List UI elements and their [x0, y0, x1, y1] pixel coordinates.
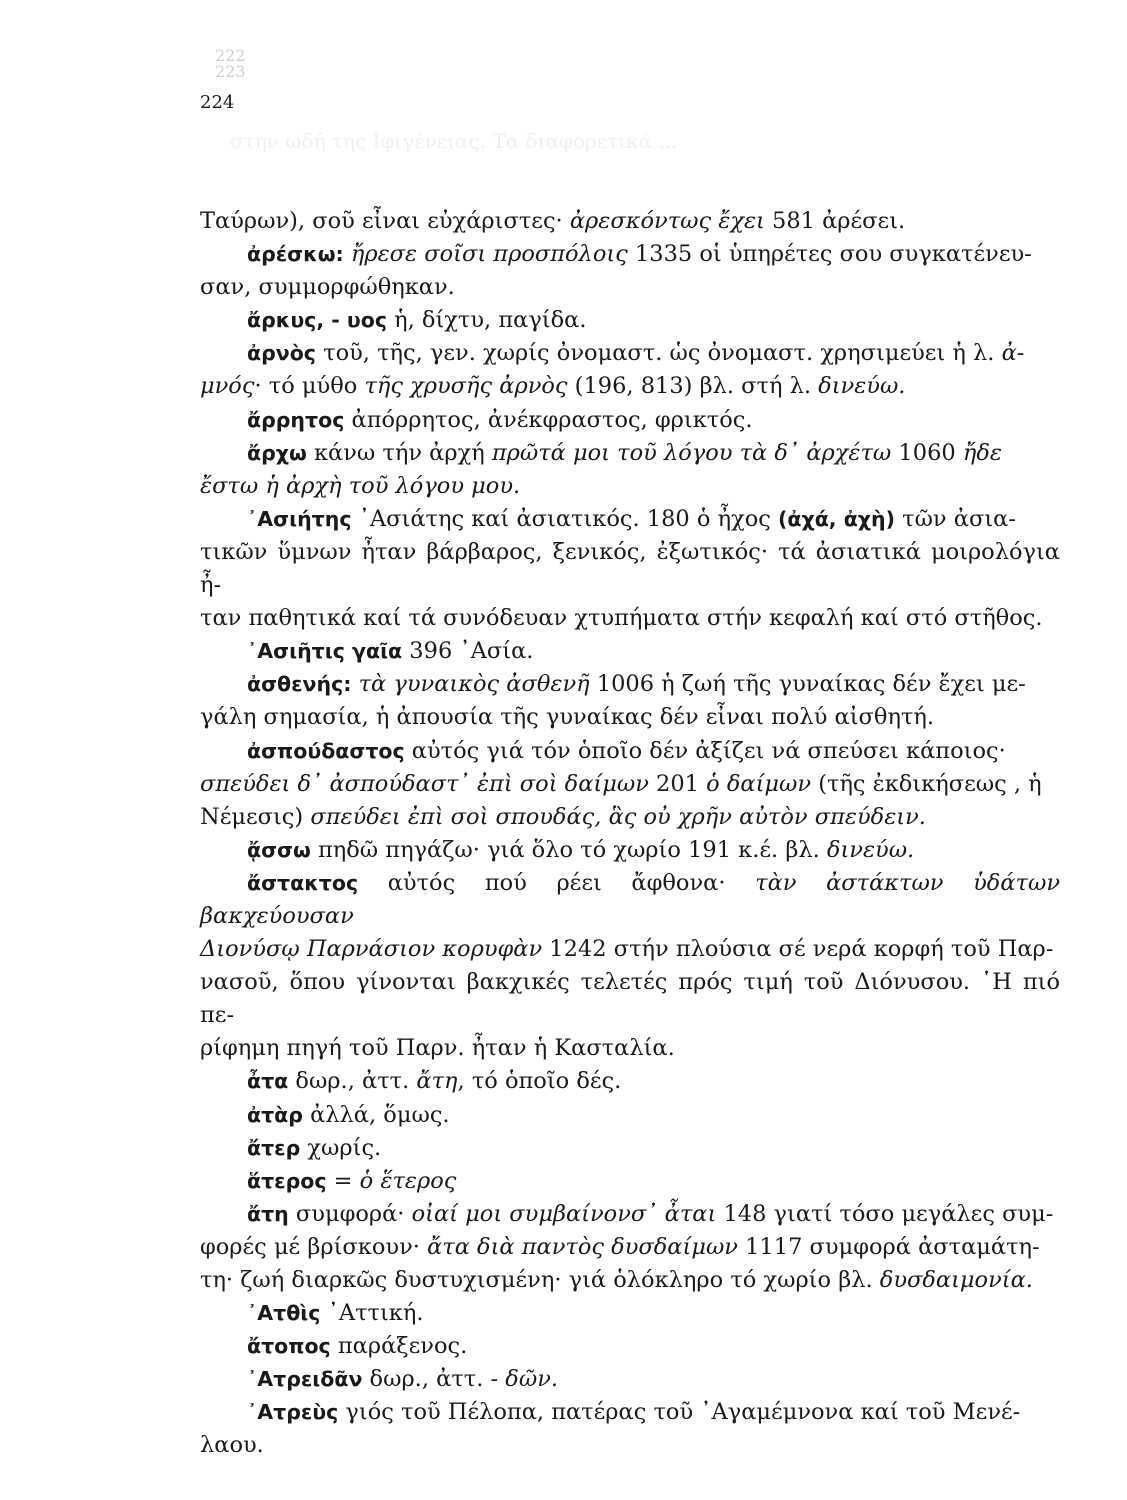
glossary-continuation-line: [200, 470, 1060, 503]
glossary-entry-line: [200, 437, 1060, 470]
glossary-entry-line: [200, 337, 1060, 370]
definition-text: [351, 671, 358, 697]
definition-text: 148 γιατί τόσο μεγάλες συμ-: [716, 1200, 1054, 1227]
definition-text: τη· ζωή διαρκῶς δυστυχισμένη· γιά ὁλόκληρο τό χωρίο βλ.: [200, 1267, 880, 1293]
definition-text: τῶν ἀσια-: [894, 505, 1016, 532]
glossary-entry-line: [200, 1330, 1060, 1363]
quoted-phrase: ἄτα διὰ παντὸς δυσδαίμων: [427, 1233, 738, 1260]
glossary-entry-line: [200, 1297, 1060, 1330]
glossary-continuation-line: [200, 1264, 1060, 1297]
quoted-phrase: τὰν ἀστάκτων ὑδάτων βακχεύουσαν: [200, 869, 1060, 929]
definition-text: (τῆς ἐκδικήσεως , ἡ: [811, 770, 1042, 797]
quoted-phrase: δινεύω.: [818, 373, 906, 400]
lemma-headword: ἄτοπος: [247, 1334, 331, 1359]
lemma-headword: ᾽Ατρειδᾶν: [247, 1367, 363, 1392]
definition-text: γιός τοῦ Πέλοπα, πατέρας τοῦ ᾽Αγαμέμνονα καί τοῦ Μενέ-: [338, 1399, 1021, 1426]
definition-text: δωρ., ἀττ.: [288, 1068, 417, 1095]
definition-text: =: [326, 1167, 360, 1194]
definition-text: τοῦ, τῆς, γεν. χωρίς ὀνομαστ. ὡς ὀνομαστ. χρησιμεύει ἡ λ.: [315, 340, 1002, 367]
definition-text: γάλη σημασία, ἡ ἀπουσία τῆς γυναίκας δέν εἶναι πολύ αἰσθητή.: [200, 704, 935, 731]
definition-text: φορές μέ βρίσκουν·: [200, 1233, 428, 1260]
glossary-continuation-line: [200, 701, 1060, 734]
quoted-phrase: ἤρεσε σοῖσι προσπόλοις: [350, 241, 628, 268]
glossary-entry-line: [200, 834, 1060, 867]
quoted-phrase: μνός: [200, 373, 255, 400]
quoted-phrase: σπεύδει δ᾽ ἀσπούδαστ᾽ ἐπὶ σοὶ δαίμων: [200, 770, 649, 797]
lemma-headword: ἆτα: [247, 1069, 289, 1094]
quoted-phrase: ἔστω ἡ ἀρχὴ τοῦ λόγου μου.: [200, 472, 521, 499]
quoted-phrase: τῆς χρυσῆς ἀρνὸς: [364, 373, 568, 400]
glossary-continuation-line: [200, 966, 1060, 1032]
definition-text: αὐτός πού ρέει ἄφθονα·: [358, 869, 756, 896]
glossary-continuation-line: [200, 271, 1060, 304]
definition-text: αὐτός γιά τόν ὁποῖο δέν ἀξίζει νά σπεύσει κάποιος·: [404, 737, 1006, 764]
definition-text: 1335 οἱ ὑπηρέτες σου συγκατένευ-: [627, 241, 1032, 268]
glossary-entry-line: [200, 503, 1060, 536]
definition-text: ᾽Ασιάτης καί ἀσιατικός. 180 ὁ ἦχος: [351, 505, 779, 532]
lemma-headword: ἄτη: [247, 1201, 289, 1226]
definition-text: ἀπόρρητος, ἀνέκφραστος, φρικτός.: [344, 406, 753, 433]
glossary-continuation-line: [200, 1032, 1060, 1065]
quoted-phrase: ἀρεσκόντως ἔχει: [569, 208, 765, 234]
glossary-entry-line: [200, 238, 1060, 271]
definition-text: 201: [648, 770, 707, 797]
definition-text: πηδῶ πηγάζω· γιά ὅλο τό χωρίο 191 κ.έ. βλ.: [310, 836, 827, 863]
glossary-entry-line: [200, 1099, 1060, 1132]
lemma-headword: ᾽Ασιῆτις γαῖα: [247, 639, 403, 664]
definition-text: Νέμεσις): [200, 803, 311, 830]
lemma-headword: ἄτερ: [247, 1135, 301, 1160]
glossary-body: [200, 205, 1060, 1463]
glossary-entry-line: [200, 1198, 1060, 1231]
quoted-phrase: σπεύδει ἐπὶ σοὶ σπουδάς, ἃς οὐ χρῆν αὐτὸν σπεύδειν.: [310, 803, 926, 830]
lemma-headword: ἀσπούδαστος: [247, 738, 405, 763]
glossary-entry-line: [200, 404, 1060, 437]
definition-text: ᾽Αττική.: [320, 1300, 424, 1327]
glossary-entry-line: [200, 668, 1060, 701]
lemma-headword: ἀσθενής:: [247, 672, 352, 697]
glossary-entry-line: [200, 304, 1060, 337]
ghost-page-number: 222 223: [215, 46, 246, 81]
glossary-entry-line: [200, 1363, 1060, 1396]
definition-text: λαου.: [200, 1432, 264, 1459]
definition-text: 581 ἀρέσει.: [764, 208, 906, 234]
glossary-continuation-line: [200, 1429, 1060, 1462]
definition-text: χωρίς.: [300, 1134, 382, 1161]
glossary-entry-line: [200, 1165, 1060, 1198]
lemma-headword: ἄρκυς, - υος: [247, 308, 387, 333]
lemma-headword: ἀρνὸς: [247, 341, 316, 366]
glossary-entry-line: [200, 1065, 1060, 1098]
glossary-continuation-line: [200, 933, 1060, 966]
lemma-headword: ἀρέσκω:: [247, 242, 344, 267]
definition-text: τικῶν ὕμνων ἦταν βάρβαρος, ξενικός, ἐξωτικός· τά ἀσιατικά μοιρολόγια ἦ-: [200, 538, 1060, 599]
definition-text: δωρ., ἀττ. -: [362, 1366, 506, 1393]
quoted-phrase: δυσδαιμονία.: [879, 1267, 1033, 1293]
definition-text: συμφορά·: [288, 1200, 412, 1227]
glossary-continuation-line: [200, 205, 1060, 238]
lemma-headword: ἄρρητος: [247, 407, 345, 432]
quoted-phrase: ὁ δαίμων: [706, 770, 812, 797]
definition-text: ταν παθητικά καί τά συνόδευαν χτυπήματα στήν κεφαλή καί στό στῆθος.: [200, 605, 1043, 632]
lemma-headword: ἄρχω: [247, 440, 307, 465]
lemma-headword: ᾽Ατρεὺς: [247, 1400, 339, 1425]
quoted-phrase: ἀ-: [1001, 340, 1025, 367]
quoted-phrase: τὰ γυναικὸς ἀσθενῆ: [358, 671, 590, 698]
lemma-headword: ἀτὰρ: [247, 1102, 303, 1127]
quoted-phrase: ὁ ἕτερος: [359, 1167, 457, 1194]
glossary-entry-line: [200, 1396, 1060, 1429]
definition-text: παράξενος.: [330, 1333, 468, 1360]
definition-text: · τό μύθο: [254, 373, 365, 400]
definition-text: , τό ὁποῖο δές.: [457, 1068, 622, 1095]
definition-text: 1060: [891, 439, 963, 466]
glossary-continuation-line: [200, 1231, 1060, 1264]
definition-text: νασοῦ, ὅπου γίνονται βακχικές τελετές πρός τιμή τοῦ Διόνυσου. ῾Η πιό πε-: [200, 969, 1060, 1029]
definition-text: 396 ᾽Ασία.: [402, 638, 534, 665]
definition-text: 1006 ἡ ζωή τῆς γυναίκας δέν ἔχει με-: [589, 671, 1026, 698]
glossary-continuation-line: [200, 801, 1060, 834]
glossary-entry-line: [200, 1132, 1060, 1165]
quoted-phrase: ἄτη: [416, 1068, 458, 1095]
lemma-headword: ἅτερος: [247, 1168, 327, 1193]
glossary-continuation-line: [200, 768, 1060, 801]
lemma-headword: ᾽Ατθὶς: [247, 1301, 321, 1326]
glossary-continuation-line: [200, 602, 1060, 635]
definition-text: ἀλλά, ὅμως.: [302, 1101, 450, 1128]
lemma-headword: ᾽Ασιήτης: [247, 506, 352, 531]
lemma-headword: ἄστακτος: [247, 870, 359, 895]
definition-text: σαν, συμμορφώθηκαν.: [200, 274, 455, 301]
quoted-phrase: πρῶτά μοι τοῦ λόγου τὰ δ᾽ ἀρχέτω: [491, 439, 892, 466]
definition-text: [344, 241, 351, 267]
glossary-entry-line: [200, 735, 1060, 768]
definition-text: ἡ, δίχτυ, παγίδα.: [386, 307, 587, 334]
definition-text: (196, 813) βλ. στή λ.: [567, 373, 819, 400]
glossary-continuation-line: [200, 536, 1060, 602]
quoted-phrase: δινεύω.: [826, 836, 915, 863]
quoted-phrase: Διονύσῳ Παρνάσιον κορυφὰν: [200, 936, 543, 963]
page-number: 224: [200, 92, 235, 113]
glossary-continuation-line: [200, 370, 1060, 403]
definition-text: 1242 στήν πλούσια σέ νερά κορφή τοῦ Παρ-: [542, 936, 1054, 963]
bleed-through-text: στην ωδή της Ιφιγένειας. Τα διαφορετικά ...: [230, 129, 678, 153]
definition-text: ρίφημη πηγή τοῦ Παρν. ἦταν ἡ Κασταλία.: [200, 1035, 675, 1062]
quoted-phrase: οἰαί μοι συμβαίνονσ᾽ ἆται: [411, 1200, 717, 1227]
definition-text: Ταύρων), σοῦ εἶναι εὐχάριστες·: [200, 208, 570, 234]
lemma-headword: ᾄσσω: [247, 837, 311, 862]
quoted-phrase: ἤδε: [962, 439, 1002, 466]
glossary-entry-line: [200, 635, 1060, 668]
definition-text: κάνω τήν ἀρχή: [306, 439, 492, 466]
glossary-entry-line: [200, 867, 1060, 933]
lemma-headword: (ἀχά, ἀχὴ): [778, 506, 895, 531]
definition-text: 1117 συμφορά ἀσταμάτη-: [737, 1233, 1040, 1260]
quoted-phrase: δῶν.: [505, 1366, 559, 1393]
